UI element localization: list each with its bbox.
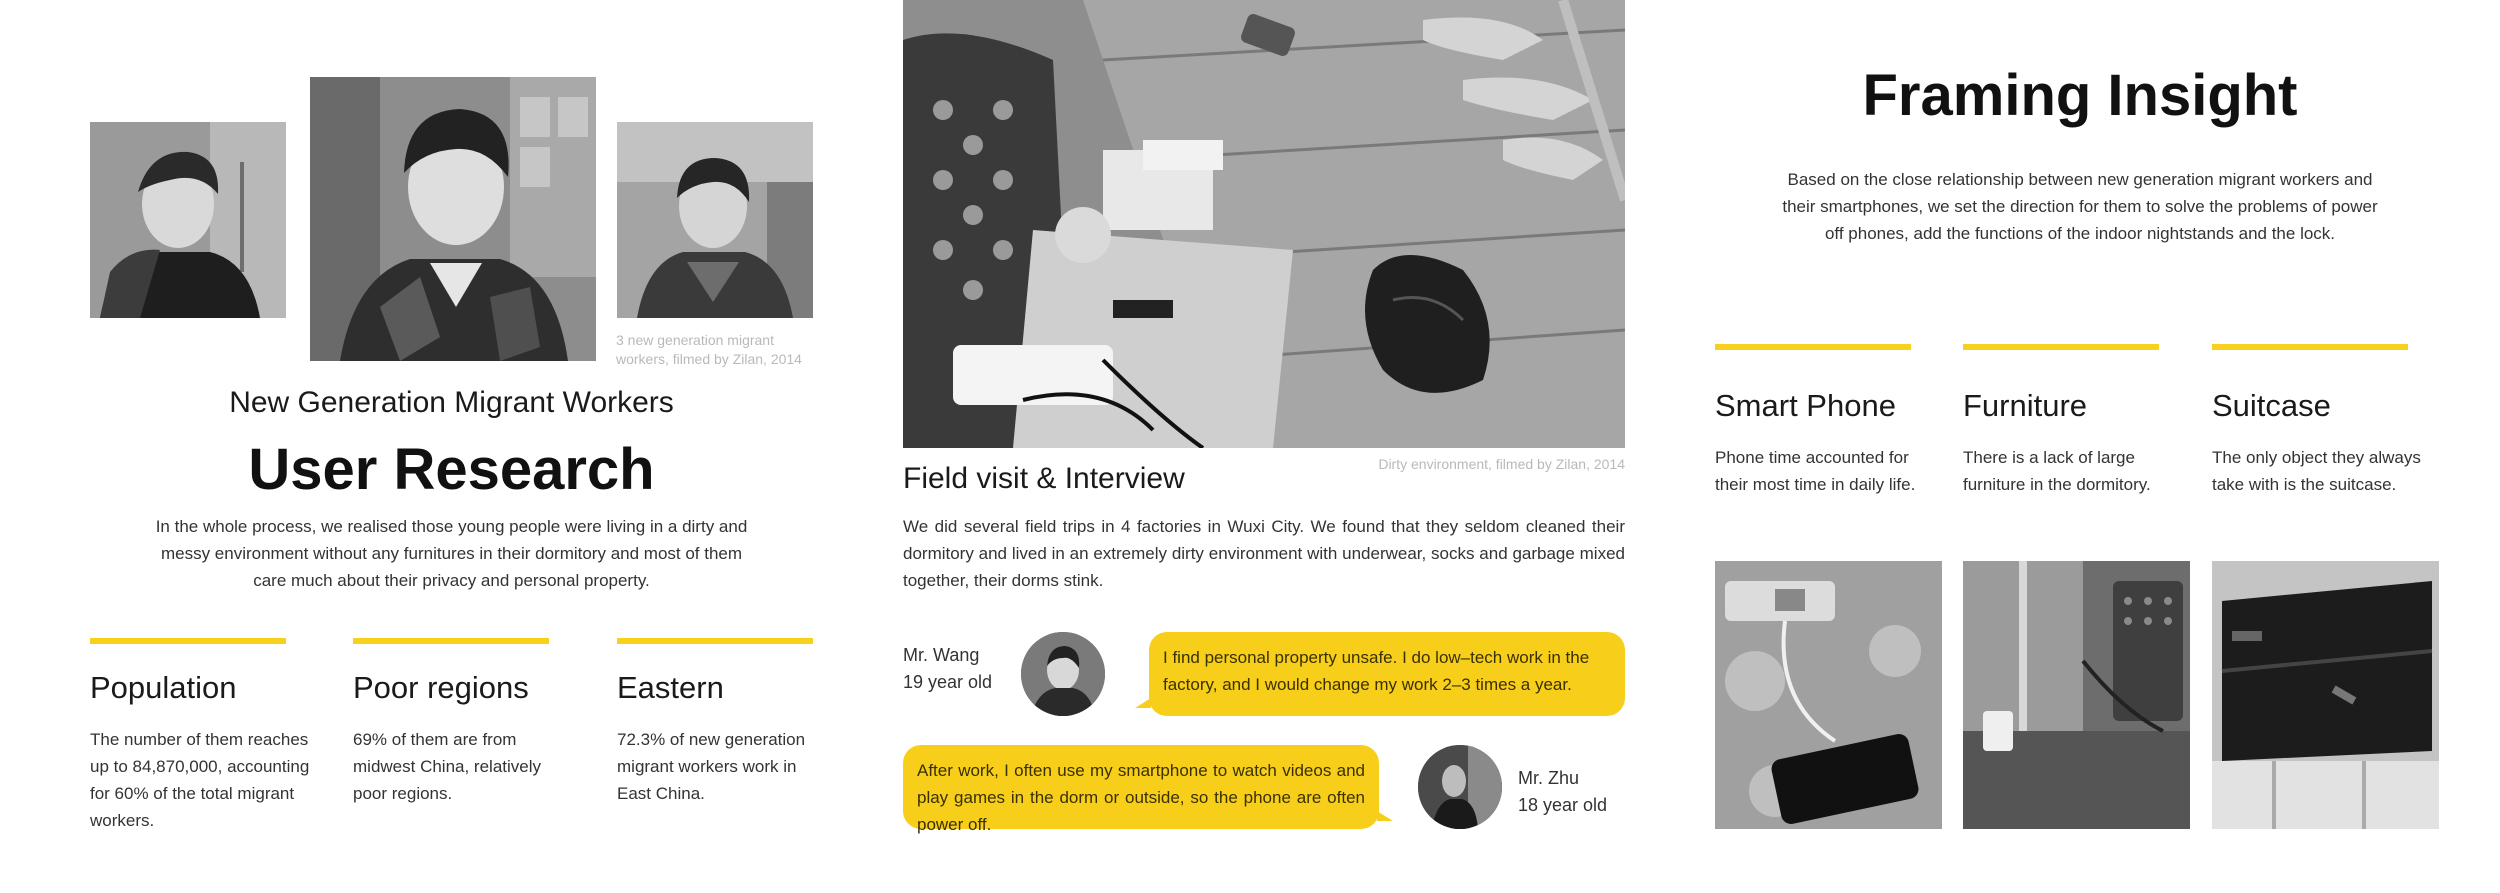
stat-title-population: Population xyxy=(90,670,237,705)
worker-photo-2 xyxy=(310,77,596,361)
stat-text-population: The number of them reaches up to 84,870,000, accounting for 60% of the total migrant workers. xyxy=(90,730,310,830)
smartphone-photo xyxy=(1715,561,1942,829)
insight-title-suitcase: Suitcase xyxy=(2212,388,2331,423)
section-intro: We did several field trips in 4 factories in Wuxi City. We found that they seldom cleaned their dormitory and lived in an extremely dirty environment with underwear, socks and garbage mixed together, their dorms stink. xyxy=(903,517,1625,590)
accent-bar xyxy=(1715,344,1911,350)
interviewee-info xyxy=(1518,765,1628,819)
bubble-tail xyxy=(1377,811,1393,821)
insight-title-smart-phone: Smart Phone xyxy=(1715,388,1896,423)
section-intro: In the whole process, we realised those young people were living in a dirty and messy environment without any furnitures in their dormitory and most of them care much about their privacy and personal property. xyxy=(155,517,748,590)
furniture-photo xyxy=(1963,561,2190,829)
stat-title-poor-regions: Poor regions xyxy=(353,670,529,705)
accent-bar xyxy=(617,638,813,644)
insight-text-suitcase: The only object they always take with is the suitcase. xyxy=(2212,448,2421,494)
interviewee-age: 19 year old xyxy=(903,672,993,692)
accent-bar xyxy=(2212,344,2408,350)
insight-text-furniture: There is a lack of large furniture in the dormitory. xyxy=(1963,448,2151,494)
accent-bar xyxy=(353,638,549,644)
photo-caption: 3 new generation migrant workers, filmed by Zilan, 2014 xyxy=(616,332,802,367)
suitcase-photo xyxy=(2212,561,2439,829)
section-intro: Based on the close relationship between new generation migrant workers and their smartphones, we set the direction for them to solve the problems of power off phones, add the functions of the indoor nightstands and the lock. xyxy=(1782,170,2378,243)
insight-title-furniture: Furniture xyxy=(1963,388,2088,423)
quote-text: I find personal property unsafe. I do low–tech work in the factory, and I would change my work 2–3 times a year. xyxy=(1163,648,1590,694)
interviewee-info xyxy=(903,642,1013,696)
section-title: Framing Insight xyxy=(1862,63,2298,128)
bubble-tail xyxy=(1135,698,1151,708)
accent-bar xyxy=(90,638,286,644)
quote-bubble xyxy=(1149,632,1625,716)
quote-bubble xyxy=(903,745,1379,834)
interviewee-name: Mr. Zhu xyxy=(1518,768,1580,788)
interviewee-name: Mr. Wang xyxy=(903,645,980,665)
stat-text-eastern: 72.3% of new generation migrant workers work in East China. xyxy=(617,730,806,803)
quote-text: After work, I often use my smartphone to watch videos and play games in the dorm or outside, so the phone are often power off. xyxy=(917,761,1365,834)
stat-title-eastern: Eastern xyxy=(617,670,724,705)
worker-photo-3 xyxy=(617,122,813,318)
dormitory-photo xyxy=(903,0,1625,448)
section-title: User Research xyxy=(248,437,655,502)
interviewee-age: 18 year old xyxy=(1518,795,1608,815)
worker-photo-1 xyxy=(90,122,286,318)
accent-bar xyxy=(1963,344,2159,350)
photo-caption: Dirty environment, filmed by Zilan, 2014 xyxy=(1378,456,1625,472)
avatar xyxy=(1021,632,1105,716)
insight-text-smart-phone: Phone time accounted for their most time in daily life. xyxy=(1715,448,1916,494)
section-subtitle: New Generation Migrant Workers xyxy=(229,386,674,419)
avatar xyxy=(1418,745,1502,829)
stat-text-poor-regions: 69% of them are from midwest China, relatively poor regions. xyxy=(353,730,542,803)
section-title: Field visit & Interview xyxy=(903,462,1185,495)
